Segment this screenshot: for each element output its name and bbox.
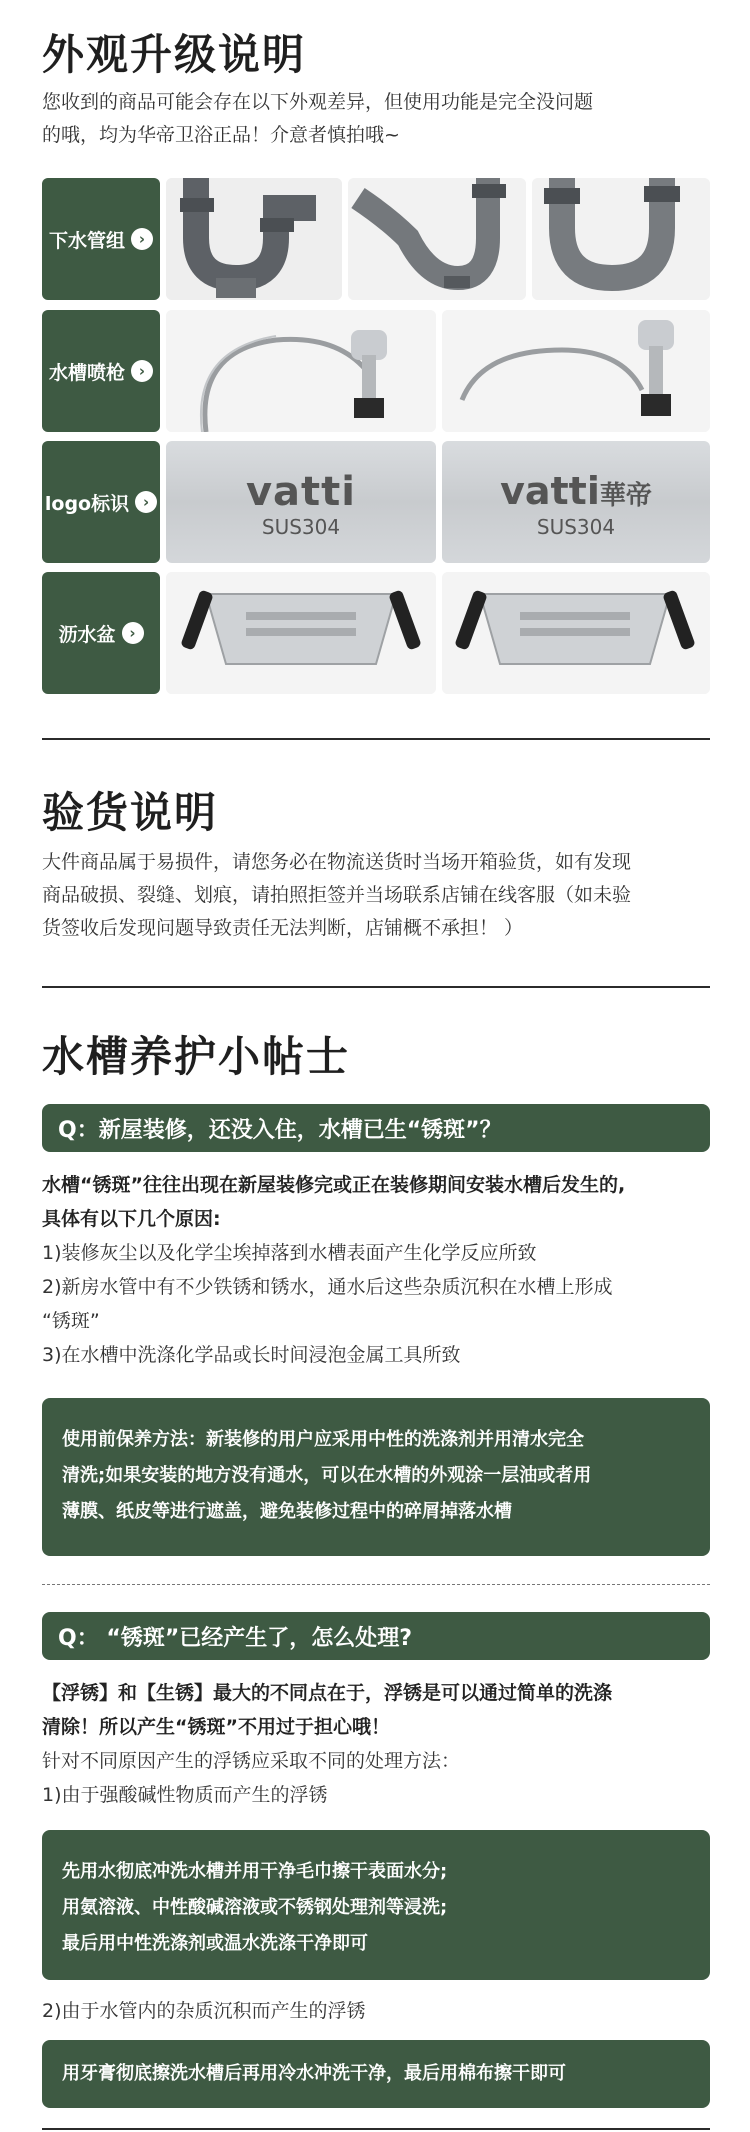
row-drain-basket [42,572,710,694]
row-logo [42,441,710,563]
logo-image-1 [166,441,436,563]
q1-item: 3)在水槽中洗涤化学品或长时间浸泡金属工具所致 [42,1344,461,1366]
logo-sub: SUS304 [536,515,616,539]
q1-answer [42,1168,732,1372]
section-divider [42,2128,710,2130]
dashed-divider [42,1584,710,1585]
q2-item: 1)由于强酸碱性物质而产生的浮锈 [42,1784,328,1806]
spray-gun-image-2 [442,310,710,432]
q1-item: 2)新房水管中有不少铁锈和锈水，通水后这些杂质沉积在水槽上形成 [42,1276,613,1298]
question-bar-2: Q： “锈斑”已经产生了，怎么处理? [42,1612,710,1660]
spray-gun-image-1 [166,310,436,432]
drain-pipe-image-1 [166,178,342,300]
tip-line: 先用水彻底冲洗水槽并用干净毛巾擦干表面水分; [62,1861,448,1882]
q2-answer [42,1676,732,1812]
chevron-right-icon: › [131,228,153,250]
q1-bold-line: 水槽“锈斑”往往出现在新屋装修完或正在装修期间安装水槽后发生的, [42,1174,626,1196]
tip-box-1 [42,1398,710,1556]
drain-basket-image-1 [166,572,436,694]
tip-box-3 [42,2040,710,2108]
inspection-title: 验货说明 [42,788,219,837]
row-label: 沥水盆 [58,623,116,646]
drain-pipe-image-3 [532,178,710,300]
tip-line: 用氨溶液、中性酸碱溶液或不锈钢处理剂等浸洗; [62,1897,448,1918]
row-label: 水槽喷枪 [48,361,125,384]
label-logo[interactable] [42,441,160,563]
question-bar-1: Q：新屋装修，还没入住，水槽已生“锈斑”？ [42,1104,710,1152]
tip-line: 薄膜、纸皮等进行遮盖，避免装修过程中的碎屑掉落水槽 [62,1501,512,1522]
row-label: 下水管组 [48,229,125,252]
logo-brand-cn: 華帝 [599,481,652,511]
tip-line: 使用前保养方法：新装修的用户应采用中性的洗涤剂并用清水完全 [62,1429,584,1450]
row-drain-pipe [42,178,710,300]
chevron-right-icon: › [122,622,144,644]
appearance-intro [42,86,710,152]
logo-brand: vatti [245,469,357,515]
logo-image-2 [442,441,710,563]
inspection-line: 大件商品属于易损件，请您务必在物流送货时当场开箱验货，如有发现 [42,851,632,873]
tip-line: 最后用中性洗涤剂或温水洗涤干净即可 [62,1933,368,1954]
q1-bold-line: 具体有以下几个原因: [42,1208,221,1230]
q2-bold-line: 清除！所以产生“锈斑”不用过于担心哦！ [42,1716,390,1738]
logo-brand: vatti [500,469,600,513]
intro-line: 您收到的商品可能会存在以下外观差异，但使用功能是完全没问题 [42,91,594,113]
section-divider [42,986,710,988]
drain-basket-image-2 [442,572,710,694]
logo-sub: SUS304 [261,515,341,539]
inspection-line: 货签收后发现问题导致责任无法判断，店铺概不承担！ ） [42,917,524,939]
q2-bold-line: 【浮锈】和【生锈】最大的不同点在于，浮锈是可以通过简单的洗涤 [42,1682,613,1704]
intro-line: 的哦，均为华帝卫浴正品！介意者慎拍哦~ [42,124,400,146]
label-spray-gun[interactable] [42,310,160,432]
q2-item: 2)由于水管内的杂质沉积而产生的浮锈 [42,2000,366,2022]
chevron-right-icon: › [135,491,157,513]
tip-line: 清洗;如果安装的地方没有通水，可以在水槽的外观涂一层油或者用 [62,1465,592,1486]
row-label: logo标识 [44,492,130,515]
inspection-line: 商品破损、裂缝、划痕，请拍照拒签并当场联系店铺在线客服（如未验 [42,884,632,906]
label-drain-basket[interactable] [42,572,160,694]
q1-item: “锈斑” [42,1310,100,1332]
chevron-right-icon: › [131,360,153,382]
drain-pipe-image-2 [348,178,526,300]
care-title: 水槽养护小帖士 [42,1032,351,1081]
appearance-title: 外观升级说明 [42,30,307,79]
label-drain-pipe[interactable] [42,178,160,300]
tip-line: 用牙膏彻底擦洗水槽后再用冷水冲洗干净，最后用棉布擦干即可 [62,2063,566,2084]
row-spray-gun [42,310,710,432]
q2-line: 针对不同原因产生的浮锈应采取不同的处理方法： [42,1750,461,1772]
section-divider [42,738,710,740]
tip-box-2 [42,1830,710,1980]
q1-item: 1)装修灰尘以及化学尘埃掉落到水槽表面产生化学反应所致 [42,1242,537,1264]
inspection-text [42,846,732,945]
